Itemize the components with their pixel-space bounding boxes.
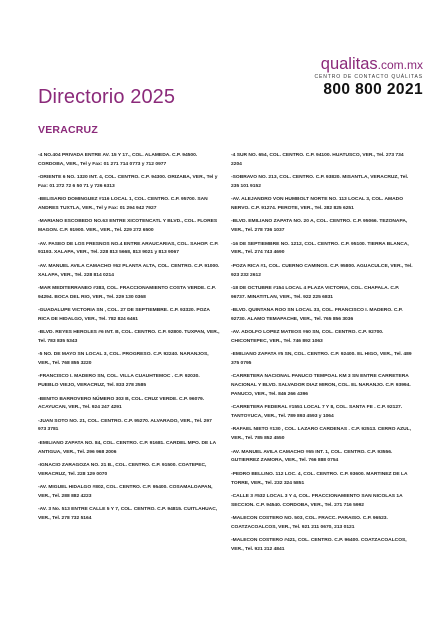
- office-address-entry: -AV. PASEO DE LOS FRESNOS NO.4 ENTRE ARAUCARIAS, COL. SAHOP. C.P. 91193. XALAPA, VER., Tel. 228 813 5668, 813 9021 y 813 9067: [38, 241, 219, 256]
- office-address-entry: -4 NO.404 PRIVADA ENTRE AV. 15 Y 17., COL. ALAMEDA. C.P. 94500. CORDOBA, VER., Tel y Fax: 01 271 714 0773 y 712 0977: [38, 153, 198, 167]
- office-address-entry: -AV. MANUEL AVILA CAMACHO #65 INT. 1, COL. CENTRO. C.P. 93556. GUTIERREZ ZAMORA, VER., Tel. 766 888 0754: [231, 449, 393, 464]
- office-address-entry: -SOBRAVO NO. 213, COL. CENTRO. C.P. 93820. MISANTLA, VERACRUZ, Tel. 235 101 9152: [231, 175, 409, 189]
- brand-logo: [243, 56, 423, 73]
- office-address-entry: -4 SUR NO. 654, COL. CENTRO. C.P. 94100. HUATUSCO, VER., Tel. 273 734 2204: [231, 153, 404, 167]
- office-address-entry: -JUAN SOTO NO. 21, COL. CENTRO. C.P. 95270. ALVARADO, VER., Tel. 297 973 3781: [38, 418, 212, 433]
- address-column-right: [231, 152, 413, 559]
- brand-tagline: CENTRO DE CONTACTO QUÁLITAS: [314, 74, 423, 80]
- brand-block: [243, 56, 423, 99]
- office-address-entry: -BLVD. EMILIANO ZAPATA NO. 20 A, COL. CENTRO. C.P. 95066. TEZONAPA, VER., Tel. 278 736 1037: [231, 219, 408, 234]
- contact-phone: 800 800 2021: [323, 81, 423, 98]
- office-address-entry: -AV. 3 No. 513 ENTRE CALLE 5 Y 7, COL. CENTRO. C.P. 94815. CUITLAHUAC, VER., Tel. 278 732 5164: [38, 507, 218, 522]
- office-address-entry: -CALLE 3 #532 LOCAL 3 Y 4, COL. FRACCIONAMIENTO SAN NICOLAS 1A SECCION. C.P. 94540. CORDOBA, VER., Tel. 271 716 5992: [231, 493, 403, 508]
- office-address-entry: -BLVD. QUINTANA ROO SN LOCAL 33, COL. FRANCISCO I. MADERO. C.P. 92730. ALAMO TEMAPACHE, VER., Tel. 765 856 3036: [231, 307, 403, 322]
- office-address-entry: -FRANCISCO I. MADERO SN, COL. VILLA CUAUHTEMOC . C.P. 92030. PUEBLO VIEJO, VERACRUZ, Tel. 833 278 2585: [38, 374, 200, 389]
- office-address-entry: -EMILIANO ZAPATA NO. 84, COL. CENTRO. C.P. 91681. CARDEL MPO. DE LA ANTIGUA, VER., Tel. 296 968 2006: [38, 440, 216, 455]
- office-address-entry: -ORIENTE 6 NO. 1320 INT. 4, COL. CENTRO. C.P. 94300. ORIZABA, VER., Tel y Fax: 01 272 72 6 50 71 y 726 6313: [38, 175, 218, 189]
- office-address-entry: -16 DE SEPTIEMBRE NO. 1212, COL. CENTRO. C.P. 95100. TIERRA BLANCA, VER., Tel. 274 743 4690: [231, 241, 409, 256]
- office-address-entry: -IGNACIO ZARAGOZA NO. 21 B., COL. CENTRO. C.P. 91500. COATEPEC, VERACRUZ, Tel. 228 129 0070: [38, 462, 207, 477]
- office-address-entry: -EMILIANO ZAPATA #5 SN, COL. CENTRO. C.P. 92400. EL HIGO, VER., Tel. 489 375 0795: [231, 352, 412, 367]
- office-address-entry: -RAFAEL NIETO #130 , COL. LAZARO CARDENAS . C.P. 92513. CERRO AZUL, VER., Tel. 785 852 4550: [231, 427, 411, 442]
- office-address-entry: -5 NO. DE MAYO SN LOCAL 3, COL. PROGRESO. C.P. 92240. NARANJOS, VER., Tel. 768 855 3220: [38, 352, 209, 367]
- office-address-entry: -CARRETERA FEDERAL #1551 LOCAL 7 Y 8, COL. SANTA FE . C.P. 92127. TANTOYUCA, VER., Tel. 789 893 4593 y 1064: [231, 405, 403, 420]
- office-address-entry: -BLVD. REYES HEROLES #6 INT. B, COL. CENTRO. C.P. 92800. TUXPAN, VER., Tel. 783 835 5343: [38, 330, 220, 344]
- office-address-entry: -BENITO BARROVERO NÚMERO 303 B, COL. CRUZ VERDE. C.P. 96079. ACAYUCAN, VER., Tel. 924 247 4291: [38, 396, 205, 411]
- office-address-entry: -POZA RICA #1, COL. CUERNO CAMINOS. C.P. 95800. AGUACULCE, VER., Tel. 923 232 2612: [231, 263, 413, 278]
- office-address-entry: -AV. ALEJANDRO VON HUMBOLT NORTE NO. 113 LOCAL 3, COL. AMADO NERVO. C.P. 91274. PEROTE, VER., Tel. 282 825 6251: [231, 197, 403, 212]
- office-address-entry: -MAR MEDITERRANEO #383, COL. FRACCIONAMIENTO COSTA VERDE. C.P. 94294. BOCA DEL RIO, VER., Tel. 229 130 0368: [38, 285, 216, 300]
- office-address-entry: -18 DE OCTUBRE #154 LOCAL 4 PLAZA VICTORIA, COL. CHAPALA. C.P. 96737. MINATITLAN, VER., Tel. 922 225 6831: [231, 285, 400, 300]
- page-title: Directorio 2025: [38, 86, 176, 108]
- office-address-entry: -AV. MANUEL AVILA CAMACHO #62 PLANTA ALTA, COL. CENTRO. C.P. 91000. XALAPA, VER., Tel. 228 814 0214: [38, 263, 220, 278]
- office-address-entry: -CARRETERA NACIONAL PANUCO TEMPOAL KM 3 SN ENTRE CARRETERA NACIONAL Y BLVD. SALVADOR DIAZ MIRON, COL. EL NARANJO. C.P. 93994. PANUCO, VER., Tel. 846 266 4396: [231, 374, 411, 397]
- office-address-entry: -BELISARIO DOMINGUEZ #116 LOCAL 1, COL. CENTRO. C.P. 95700. SAN ANDRES TUXTLA, VER., Tel y Fax: 01 294 942 7927: [38, 197, 208, 212]
- office-address-entry: -AV. ADOLFO LOPEZ MATEOS #60 SN, COL. CENTRO. C.P. 92700. CHICONTEPEC, VER., Tel. 746 892 1063: [231, 330, 384, 344]
- address-column-left: [38, 152, 220, 528]
- brand-domain: .com.mx: [377, 58, 423, 72]
- office-address-entry: -PEDRO BELLINO. 112 LOC. 4, COL. CENTRO. C.P. 93600. MARTINEZ DE LA TORRE, VER., Tel. 232 324 5851: [231, 471, 408, 486]
- office-address-entry: -MALECON COSTERO #421, COL. CENTRO. C.P. 96400. COATZACOALCOS, VER., Tel. 921 212 4841: [231, 538, 407, 552]
- state-heading: VERACRUZ: [38, 124, 98, 136]
- brand-name: qualitas: [320, 55, 378, 73]
- office-address-entry: -MALECON COSTERO NO. 503, COL. FRACC. PARAISO. C.P. 96523. COATZACOALCOS, VER., Tel. 921 211 0670, 213 0121: [231, 516, 388, 530]
- office-address-entry: -MARIANO ESCOBEDO NO.63 ENTRE XICOTENCATL Y BLVD., COL. FLORES MAGON. C.P. 91900. VER., VER., Tel. 229 272 6500: [38, 219, 218, 234]
- office-address-entry: -GUADALUPE VICTORIA SN , COL. 27 DE SEPTIEMBRE. C.P. 93320. POZA RICA DE HIDALGO, VER., Tel. 782 824 6461: [38, 307, 210, 322]
- office-address-entry: -AV. MIGUEL HIDALGO #802, COL. CENTRO. C.P. 95400. COSAMALOAPAN, VER., Tel. 288 882 4223: [38, 485, 213, 499]
